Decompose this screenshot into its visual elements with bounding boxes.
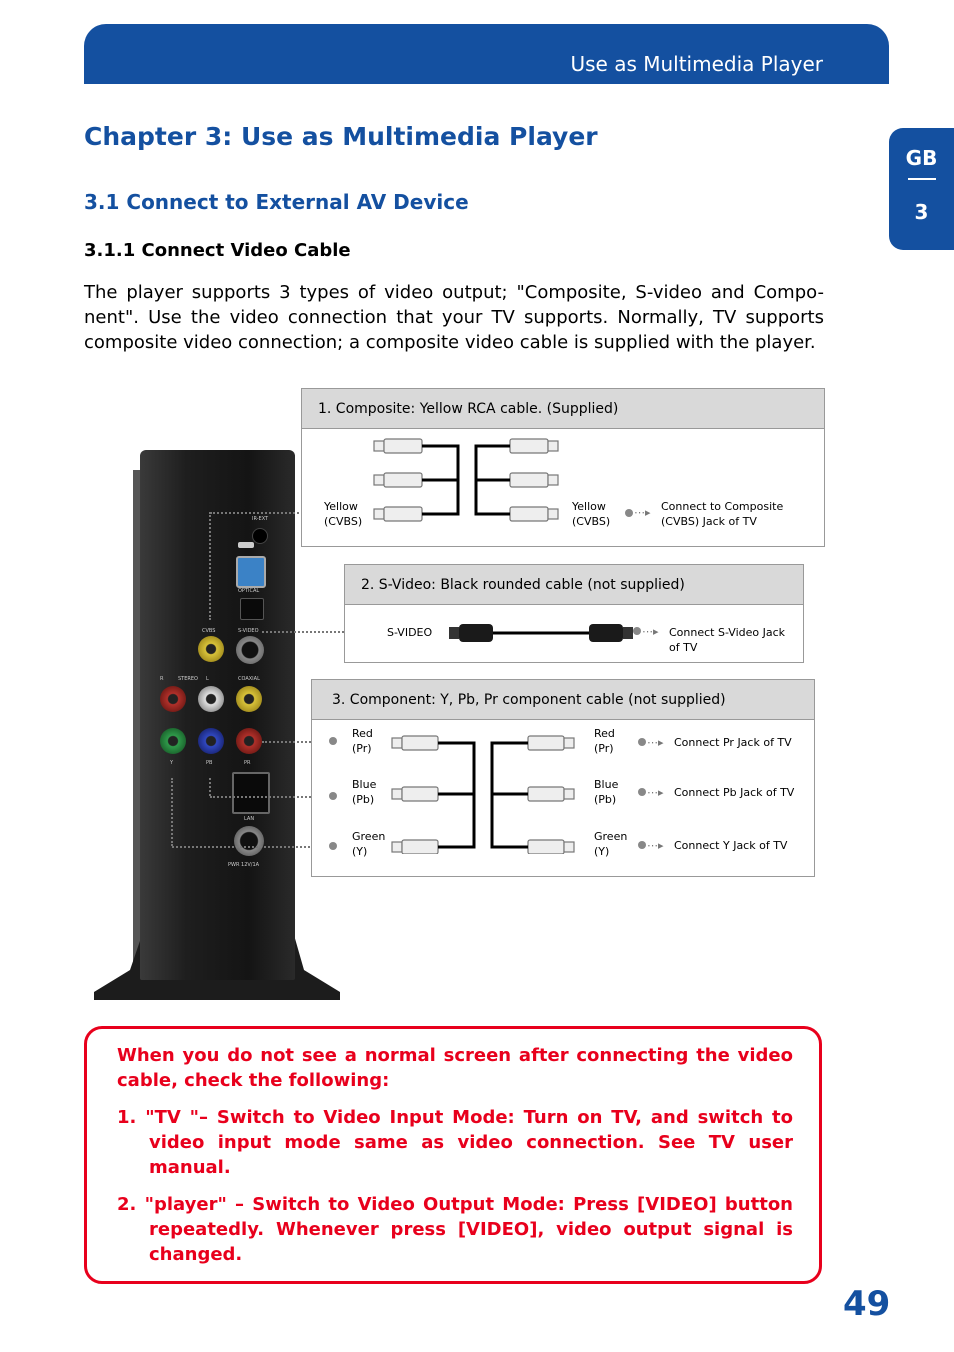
port-label: LAN xyxy=(244,816,255,822)
leader-line xyxy=(262,631,356,633)
arrow-dot xyxy=(638,738,646,746)
component-right-label: Blue (Pb) xyxy=(594,778,619,806)
port-label: IR-EXT xyxy=(252,516,269,522)
component-target: Connect Pb Jack of TV xyxy=(674,786,795,799)
leader-dot xyxy=(329,842,337,850)
arrow-dot xyxy=(638,841,646,849)
component-left-label: Green (Y) xyxy=(352,830,386,858)
component-cable-graphic xyxy=(390,734,580,854)
header-title: Use as Multimedia Player xyxy=(570,52,823,76)
arrow-dot xyxy=(638,788,646,796)
arrow-icon: ⋯▸ xyxy=(647,736,664,749)
composite-left-label: Yellow (CVBS) xyxy=(324,500,363,528)
leader-dot xyxy=(329,792,337,800)
chapter-side-tab xyxy=(889,128,954,250)
power-port xyxy=(234,826,264,856)
cvbs-port xyxy=(198,636,224,662)
arrow-icon: ⋯▸ xyxy=(647,839,664,852)
component-target: Connect Y Jack of TV xyxy=(674,839,788,852)
troubleshooting-notice xyxy=(84,1026,822,1284)
arrow-icon: ⋯▸ xyxy=(647,786,664,799)
notice-item: 1. "TV "– Switch to Video Input Mode: Turn on TV, and switch to video input mode same as video connection. See TV user manual. xyxy=(117,1107,793,1178)
component-left-label: Red (Pr) xyxy=(352,727,373,755)
s-video-left-label: S-VIDEO xyxy=(387,626,433,639)
port-label: R xyxy=(160,676,164,682)
intro-paragraph: The player supports 3 types of video output; "Composite, S-video and Compo-nent". Use the video connection that your TV supports. Normally, TV supports composite video connection; a composite video cable is supplied with the player. xyxy=(84,282,824,353)
coaxial-port xyxy=(236,686,262,712)
component-y-port xyxy=(160,728,186,754)
leader-line xyxy=(209,778,211,796)
composite-cable-graphic xyxy=(372,433,572,525)
page-number: 49 xyxy=(843,1284,891,1324)
notice-item: 2. "player" – Switch to Video Output Mode: Press [VIDEO] button repeatedly. Whenever press [VIDEO], video output signal is changed. xyxy=(117,1194,793,1265)
component-right-label: Red (Pr) xyxy=(594,727,615,755)
optical-port xyxy=(240,598,264,620)
composite-right-label: Yellow (CVBS) xyxy=(572,500,611,528)
audio-right-port xyxy=(160,686,186,712)
port-label: CVBS xyxy=(202,628,216,634)
component-right-label: Green (Y) xyxy=(594,830,628,858)
component-pb-port xyxy=(198,728,224,754)
section-title: 3.1 Connect to External AV Device xyxy=(84,190,469,214)
usb-port xyxy=(236,556,266,588)
arrow-dot xyxy=(625,509,633,517)
ir-ext-port xyxy=(252,528,268,544)
language-label: GB xyxy=(905,146,938,170)
composite-target: Connect to Composite (CVBS) Jack of TV xyxy=(661,500,784,528)
port-label: PB xyxy=(206,760,213,766)
port-label: OPTICAL xyxy=(238,588,260,594)
tab-divider xyxy=(908,178,936,180)
arrow-icon: ⋯▸ xyxy=(634,506,651,519)
leader-line xyxy=(171,778,173,846)
port-label: PR xyxy=(244,760,251,766)
leader-line xyxy=(209,512,211,620)
component-left-label: Blue (Pb) xyxy=(352,778,377,806)
component-diagram xyxy=(311,679,815,877)
port-label: S-VIDEO xyxy=(238,628,259,634)
leader-line xyxy=(210,512,310,514)
chapter-number: 3 xyxy=(914,200,929,224)
port-label: PWR 12V/1A xyxy=(228,862,260,868)
header-bar xyxy=(84,24,889,84)
port-label: COAXIAL xyxy=(238,676,260,682)
notice-intro: When you do not see a normal screen after connecting the video cable, check the following: xyxy=(117,1045,793,1091)
subsection-title: 3.1.1 Connect Video Cable xyxy=(84,240,351,261)
s-video-cable-graphic xyxy=(449,621,633,645)
port-label: STEREO xyxy=(178,676,198,682)
s-video-target: Connect S-Video Jack of TV xyxy=(669,626,786,654)
s-video-title: 2. S-Video: Black rounded cable (not supplied) xyxy=(345,565,803,605)
leader-dot xyxy=(329,737,337,745)
media-player-device xyxy=(140,450,295,980)
arrow-icon: ⋯▸ xyxy=(642,625,659,638)
s-video-port xyxy=(236,636,264,664)
port-label: L xyxy=(206,676,209,682)
audio-left-port xyxy=(198,686,224,712)
component-target: Connect Pr Jack of TV xyxy=(674,736,792,749)
lan-port xyxy=(232,772,270,814)
component-pr-port xyxy=(236,728,262,754)
port-label: Y xyxy=(170,760,174,766)
usb-icon xyxy=(238,542,254,548)
arrow-dot xyxy=(633,627,641,635)
composite-title: 1. Composite: Yellow RCA cable. (Supplied) xyxy=(302,389,824,429)
chapter-title: Chapter 3: Use as Multimedia Player xyxy=(84,122,598,151)
composite-diagram xyxy=(301,388,825,547)
component-title: 3. Component: Y, Pb, Pr component cable (not supplied) xyxy=(312,680,814,720)
leader-line xyxy=(172,846,334,848)
s-video-diagram xyxy=(344,564,804,663)
